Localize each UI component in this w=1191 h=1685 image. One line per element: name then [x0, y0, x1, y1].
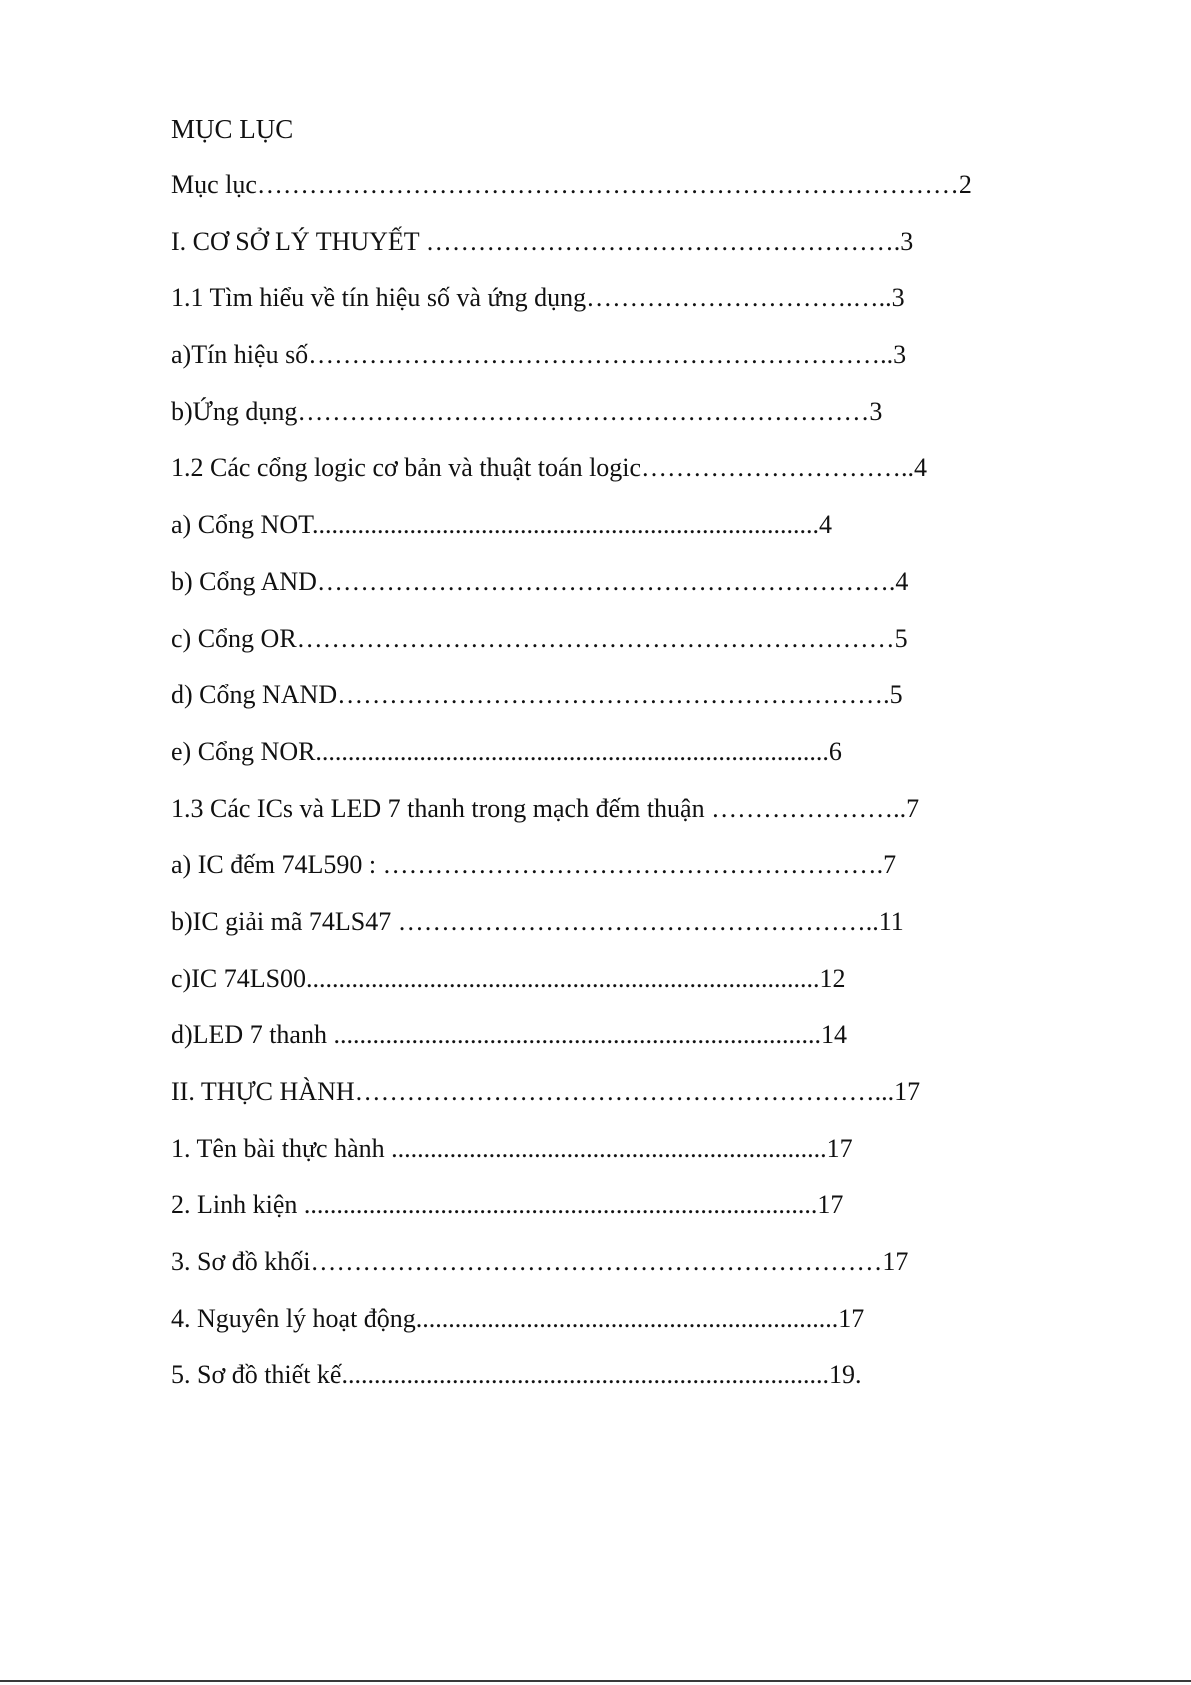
toc-entry: d) Cổng NAND……………………………………………………….5	[171, 680, 903, 710]
toc-entry: a) IC đếm 74L590 : ………………………………………………….7	[171, 850, 897, 880]
toc-entry: 5. Sơ đồ thiết kế...........................................................................19.	[171, 1360, 862, 1390]
toc-entry: d)LED 7 thanh ...........................................................................14	[171, 1020, 847, 1050]
toc-entry: 3. Sơ đồ khối…………………………………………………………17	[171, 1247, 909, 1277]
toc-entry: 1.1 Tìm hiểu về tín hiệu số và ứng dụng………………………….…..3	[171, 283, 905, 313]
toc-entry: a) Cổng NOT..............................................................................4	[171, 510, 833, 540]
toc-entry: b)Ứng dụng…………………………………………………………3	[171, 396, 883, 426]
toc-entry: e) Cổng NOR...............................................................................6	[171, 736, 842, 766]
toc-entry: II. THỰC HÀNH……………………………………………………...17	[171, 1077, 921, 1106]
toc-entry: 1. Tên bài thực hành ...................................................................17	[171, 1133, 853, 1163]
toc-title: MỤC LỤC	[171, 114, 294, 144]
toc-entry: 4. Nguyên lý hoạt động.................................................................17	[171, 1303, 865, 1333]
toc-entry: 2. Linh kiện ...............................................................................17	[171, 1190, 844, 1220]
toc-entry: I. CƠ SỞ LÝ THUYẾT ……………………………………………….3	[171, 226, 914, 256]
toc-entry: c) Cổng OR……………………………………………………………5	[171, 623, 908, 653]
toc-entry: b) Cổng AND………………………………………………………….4	[171, 566, 909, 596]
toc-entry: c)IC 74LS00...............................................................................12	[171, 963, 846, 993]
toc-entry: 1.2 Các cổng logic cơ bản và thuật toán logic…………………………..4	[171, 453, 928, 483]
toc-entry: b)IC giải mã 74LS47 ………………………………………………..11	[171, 906, 904, 936]
toc-entry: Mục lục………………………………………………………………………2	[171, 170, 972, 199]
toc-entry: 1.3 Các ICs và LED 7 thanh trong mạch đếm thuận …………………..7	[171, 793, 920, 823]
toc-list	[171, 168, 972, 1415]
page-bottom-rule	[0, 1680, 1191, 1682]
toc-entry: a)Tín hiệu số…………………………………………………………..3	[171, 340, 907, 370]
